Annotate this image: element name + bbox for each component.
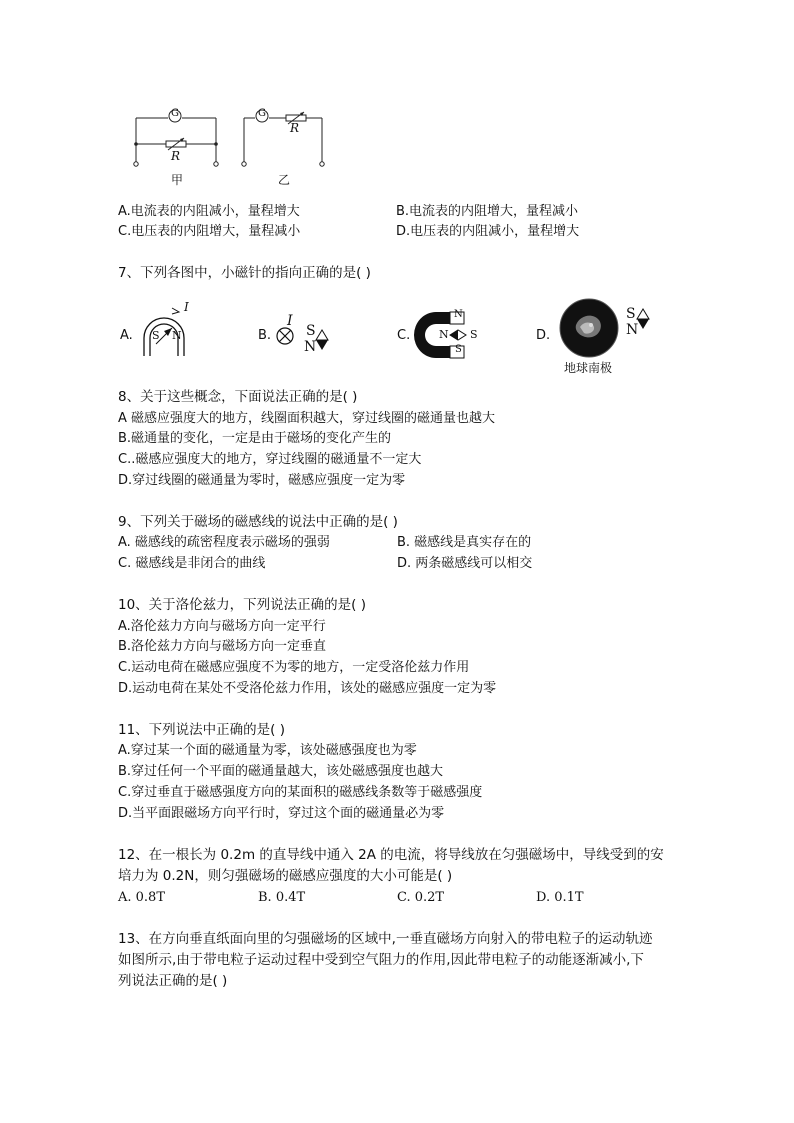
- resistor-label-yi: R: [290, 121, 300, 135]
- q10-option-d: D.运动电荷在某处不受洛伦兹力作用，该处的磁感应强度一定为零: [118, 681, 497, 696]
- q7-option-d-label: D.: [536, 328, 551, 343]
- q10-option-b: B.洛伦兹力方向与磁场方向一定垂直: [118, 639, 327, 654]
- figure-label-yi: 乙: [278, 173, 291, 187]
- q11-option-a: A.穿过某一个面的磁通量为零，该处磁感强度也为零: [118, 743, 417, 758]
- galvanometer-symbol-yi: G: [258, 108, 266, 119]
- q10-option-c: C.运动电荷在磁感应强度不为零的地方，一定受洛伦兹力作用: [118, 660, 470, 675]
- q7-d-compass-needle: [636, 308, 650, 330]
- q9-stem: 9、下列关于磁场的磁感线的说法中正确的是( ): [118, 514, 398, 530]
- q7-a-n-label: N: [172, 329, 182, 342]
- q7-c-needle-s: S: [470, 328, 478, 341]
- q9-option-c: C. 磁感线是非闭合的曲线: [118, 556, 266, 571]
- q13-stem-line1: 13、在方向垂直纸面向里的匀强磁场的区域中,一垂直磁场方向射入的带电粒子的运动轨迹: [118, 931, 653, 947]
- q7-stem: 7、下列各图中，小磁针的指向正确的是( ): [118, 265, 371, 281]
- q7-b-s-label: S: [306, 323, 316, 339]
- q6-option-d: D.电压表的内阻减小，量程增大: [396, 224, 580, 239]
- q7-d-s-label: S: [626, 306, 636, 322]
- q13-stem-line3: 列说法正确的是( ): [118, 973, 228, 989]
- q6-option-b: B.电流表的内阻增大，量程减小: [396, 204, 579, 219]
- q7-option-c-label: C.: [397, 328, 411, 343]
- q9-option-a: A. 磁感线的疏密程度表示磁场的强弱: [118, 535, 330, 550]
- q8-option-c: C..磁感应强度大的地方，穿过线圈的磁通量不一定大: [118, 452, 422, 467]
- q7-d-earth-caption: 地球南极: [564, 361, 613, 375]
- q12-option-c: C. 0.2T: [397, 890, 445, 905]
- q11-stem: 11、下列说法中正确的是( ): [118, 722, 286, 738]
- q12-stem-line2: 培力为 0.2N，则匀强磁场的磁感应强度的大小可能是( ): [118, 868, 453, 884]
- q11-option-b: B.穿过任何一个平面的磁通量越大，该处磁感强度也越大: [118, 764, 444, 779]
- figure-label-jia: 甲: [171, 173, 184, 187]
- q8-stem: 8、关于这些概念，下面说法正确的是( ): [118, 389, 358, 405]
- q7-a-s-label: S: [152, 329, 160, 342]
- q10-stem: 10、关于洛伦兹力，下列说法正确的是( ): [118, 597, 367, 613]
- q12-option-d: D. 0.1T: [536, 890, 584, 905]
- q7-b-n-label: N: [304, 339, 317, 355]
- q11-option-d: D.当平面跟磁场方向平行时，穿过这个面的磁通量必为零: [118, 806, 445, 821]
- q8-option-d: D.穿过线圈的磁通量为零时，磁感应强度一定为零: [118, 473, 406, 488]
- q11-option-c: C.穿过垂直于磁感强度方向的某面积的磁感线条数等于磁感强度: [118, 785, 483, 800]
- q7-figure-d-earth-south-pole: [558, 297, 624, 359]
- q6-option-a: A.电流表的内阻减小，量程增大: [118, 204, 300, 219]
- q9-option-d: D. 两条磁感线可以相交: [397, 556, 533, 571]
- q8-option-b: B.磁通量的变化，一定是由于磁场的变化产生的: [118, 431, 392, 446]
- q12-stem-line1: 12、在一根长为 0.2m 的直导线中通入 2A 的电流，将导线放在匀强磁场中，导线受到的安: [118, 847, 664, 863]
- q7-a-current-label: I: [184, 300, 189, 314]
- q8-option-a: A 磁感应强度大的地方，线圈面积越大，穿过线圈的磁通量也越大: [118, 411, 496, 426]
- q10-option-a: A.洛伦兹力方向与磁场方向一定平行: [118, 619, 326, 634]
- q9-option-b: B. 磁感线是真实存在的: [397, 535, 532, 550]
- q7-b-current-label: I: [287, 313, 293, 329]
- q12-option-b: B. 0.4T: [258, 890, 306, 905]
- q13-stem-line2: 如图所示,由于带电粒子运动过程中受到空气阻力的作用,因此带电粒子的动能逐渐减小,下: [118, 952, 644, 968]
- q7-c-top-pole-n: N: [454, 309, 463, 320]
- galvanometer-symbol-jia: G: [171, 108, 179, 119]
- resistor-label-jia: R: [171, 149, 181, 163]
- q7-option-b-label: B.: [258, 328, 272, 343]
- q6-option-c: C.电压表的内阻增大，量程减小: [118, 224, 301, 239]
- q7-c-bottom-pole-s: S: [455, 344, 462, 355]
- q7-option-a-label: A.: [120, 328, 133, 343]
- q12-option-a: A. 0.8T: [118, 890, 165, 905]
- q7-d-n-label: N: [626, 322, 639, 338]
- q7-c-needle-n: N: [439, 328, 449, 341]
